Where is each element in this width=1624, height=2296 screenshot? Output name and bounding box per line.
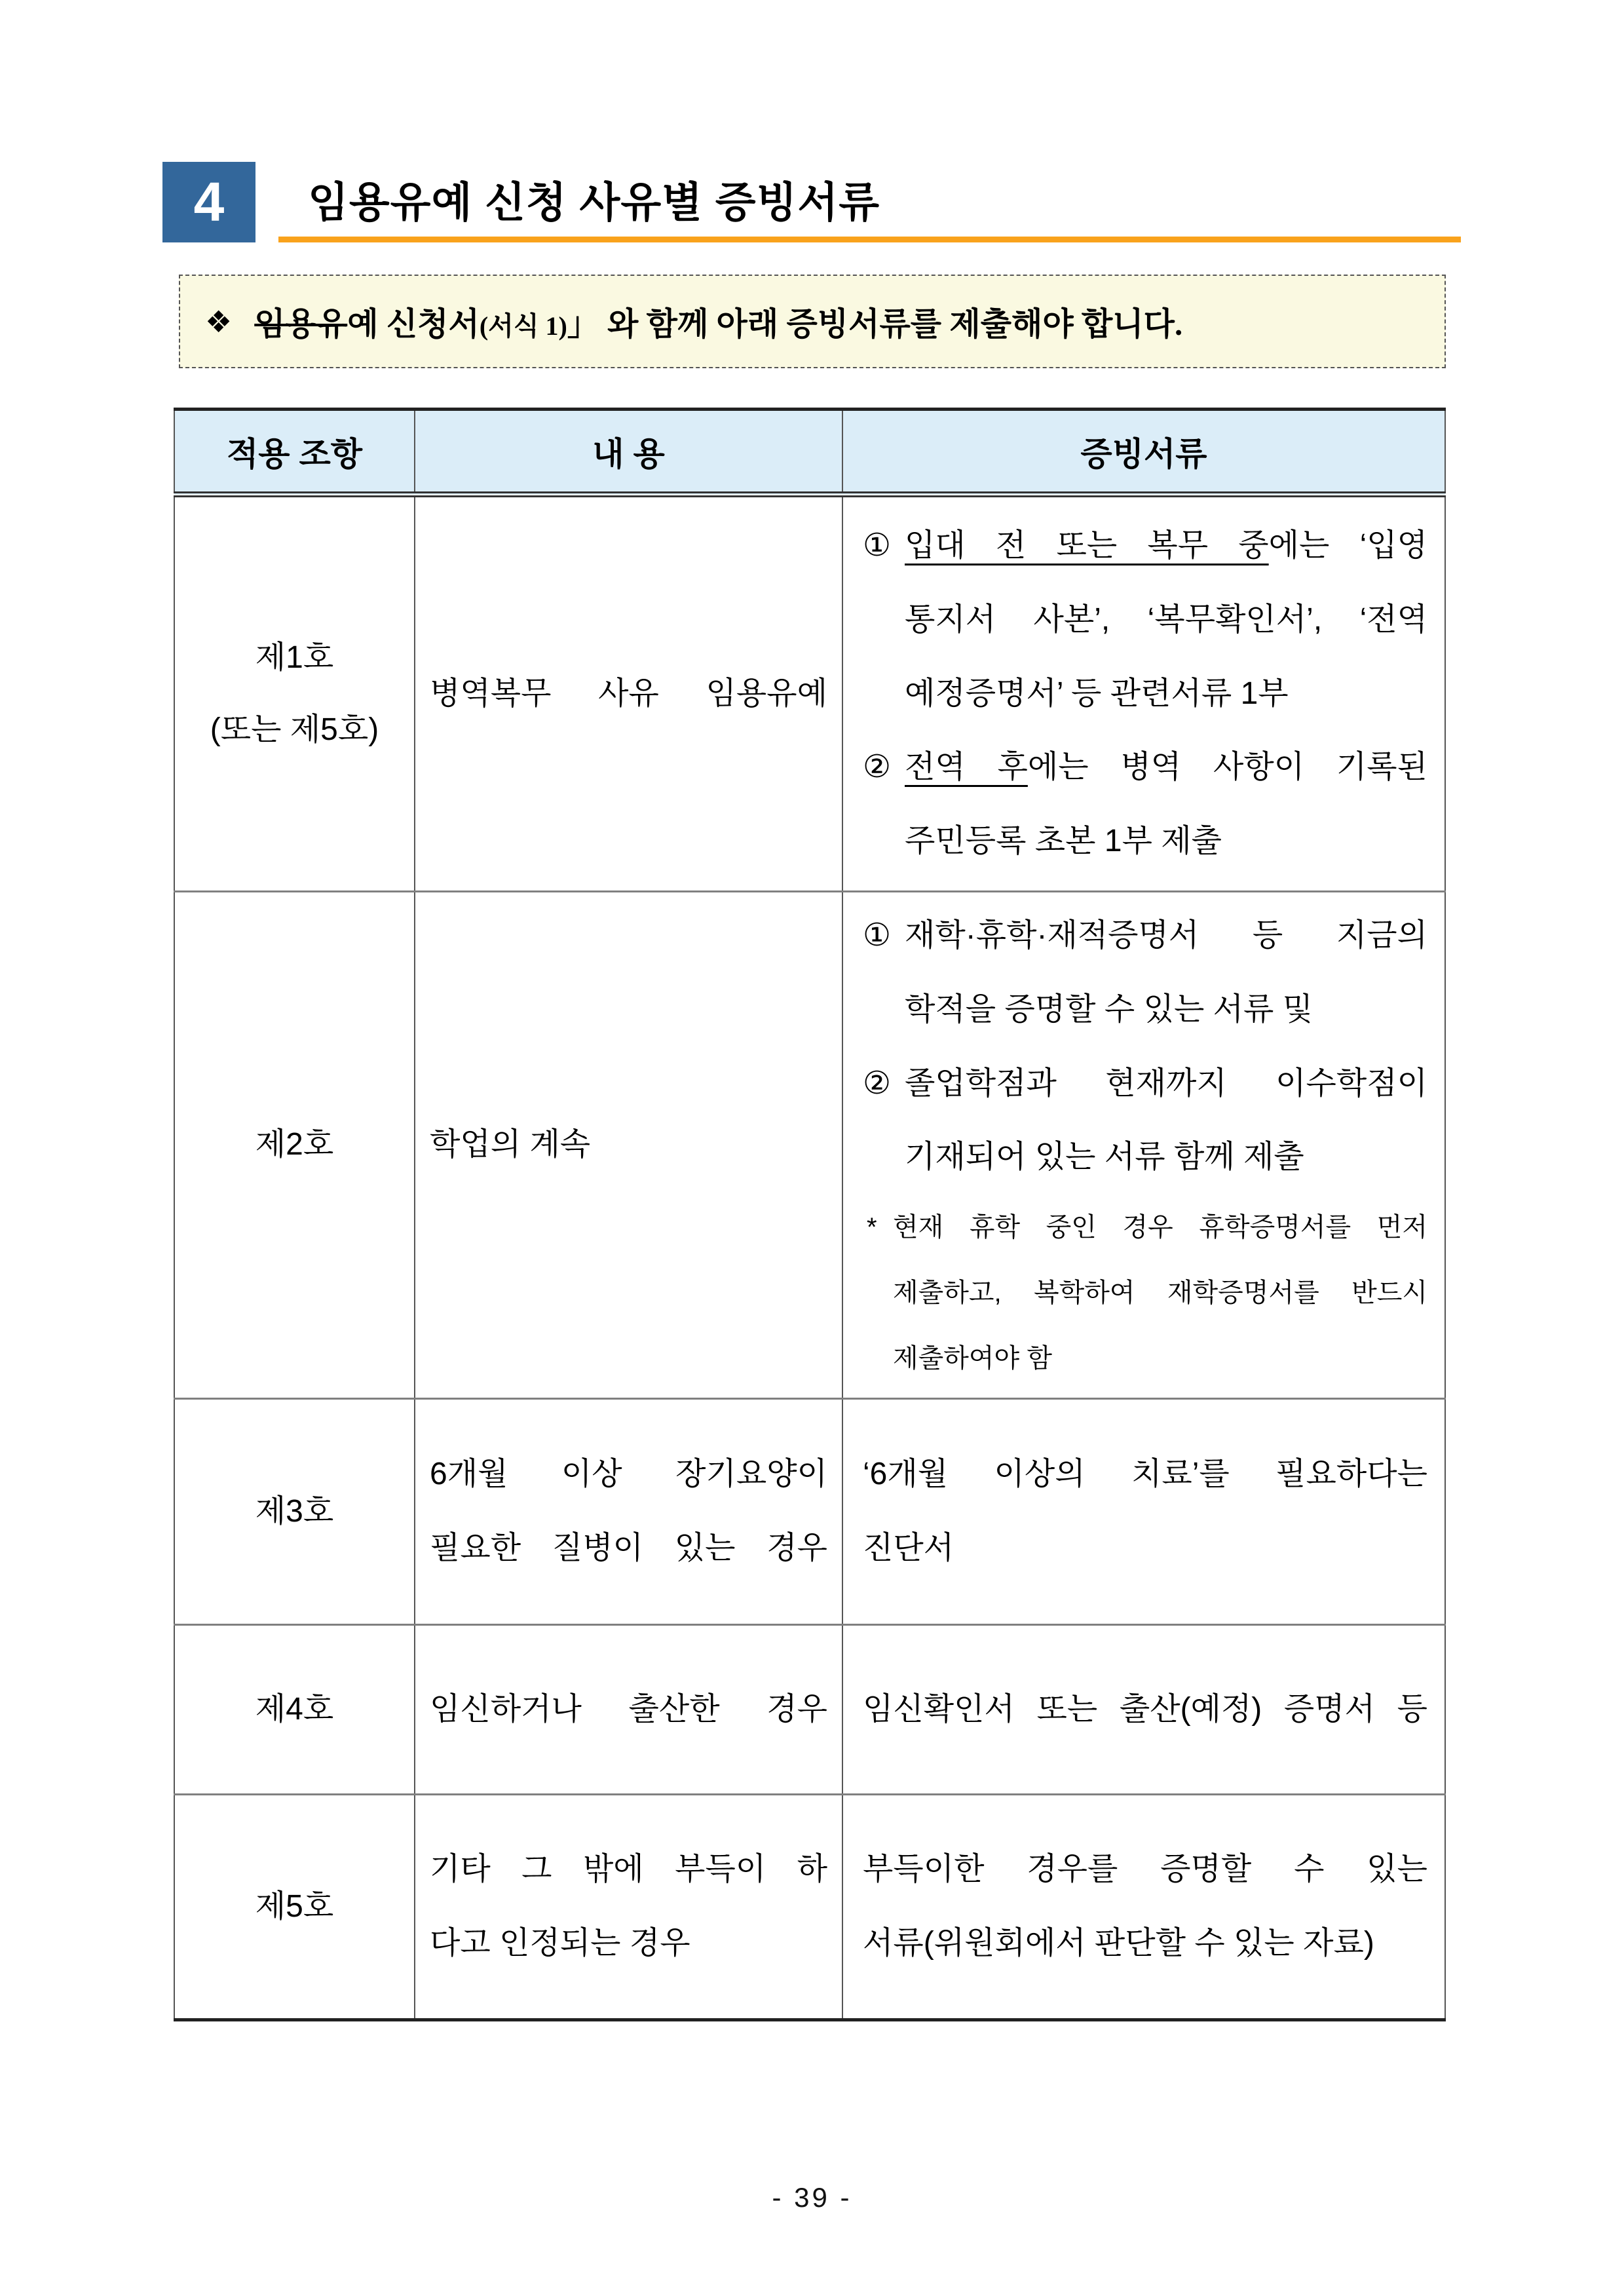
doc-line: 전역 후에는 병역 사항이 기록된	[905, 750, 1427, 785]
clause-cell	[174, 1625, 415, 1795]
documents-cell	[842, 1399, 1445, 1625]
page-title: 임용유예 신청 사유별 증빙서류	[308, 179, 880, 226]
header-cell-content: 내 용	[415, 410, 842, 495]
doc-line: 기재되어 있는 서류 함께 제출	[905, 1139, 1304, 1175]
content-line: 임신하거나 출산한 경우	[430, 1691, 827, 1727]
notice-text	[254, 299, 1182, 345]
documents-cell	[842, 1795, 1445, 2020]
circled-1-marker: ①	[863, 528, 892, 563]
clause-cell	[174, 1795, 415, 2020]
doc-line: 서류(위원회에서 판단할 수 있는 자료)	[863, 1926, 1374, 1961]
table-header-row	[174, 410, 1445, 495]
content-line: 학업의 계속	[430, 1127, 591, 1162]
doc-line: 주민등록 초본 1부 제출	[905, 824, 1222, 859]
doc-line: 진단서	[863, 1531, 954, 1565]
header-cell-documents: 증빙서류	[842, 410, 1445, 495]
clause-cell	[174, 495, 415, 892]
clause-cell	[174, 1399, 415, 1625]
content-line: 병역복무 사유 임용유예	[430, 676, 827, 711]
doc-line: ‘6개월 이상의 치료’를 필요하다는	[863, 1457, 1427, 1492]
note-line: 제출하여야 함	[893, 1344, 1052, 1373]
section-title-rule	[278, 162, 1461, 242]
clause-line: 제4호	[255, 1691, 334, 1727]
table-row	[174, 495, 1445, 892]
asterisk-marker: *	[867, 1213, 877, 1242]
clause-line: 제2호	[255, 1127, 334, 1162]
notice-tail-text: 」 와 함께 아래 증빙서류를 제출해야 합니다.	[567, 305, 1183, 342]
doc-item	[863, 1047, 1427, 1195]
header-cell-clause: 적용 조항	[174, 410, 415, 495]
content-cell	[415, 892, 842, 1399]
notice-struck-text: 임용유	[254, 305, 348, 342]
content-line: 필요한 질병이 있는 경우	[430, 1531, 827, 1565]
note-line: 현재 휴학 중인 경우 휴학증명서를 먼저	[893, 1213, 1427, 1242]
doc-line: 예정증명서’ 등 관련서류 1부	[905, 676, 1289, 711]
notice-box	[179, 275, 1446, 368]
doc-item	[863, 509, 1427, 731]
notice-rest-text: 예 신청서	[347, 305, 480, 342]
clause-cell	[174, 892, 415, 1399]
clause-line: (또는 제5호)	[210, 712, 379, 747]
page-number: - 39 -	[772, 2182, 852, 2213]
circled-2-marker: ②	[863, 1065, 892, 1101]
documents-cell	[842, 892, 1445, 1399]
circled-2-marker: ②	[863, 750, 892, 785]
table-row	[174, 1625, 1445, 1795]
content-cell	[415, 495, 842, 892]
notice-form-ref: (서식 1)	[479, 311, 567, 341]
clause-line: 제3호	[255, 1493, 334, 1529]
table-row	[174, 892, 1445, 1399]
content-cell	[415, 1795, 842, 2020]
doc-line: 졸업학점과 현재까지 이수학점이	[905, 1065, 1427, 1101]
section-number-badge: 4	[162, 162, 255, 242]
content-cell	[415, 1625, 842, 1795]
content-line: 6개월 이상 장기요양이	[430, 1457, 827, 1492]
doc-line: 학적을 증명할 수 있는 서류 및	[905, 991, 1313, 1027]
doc-line: 입대 전 또는 복무 중에는 ‘입영	[905, 528, 1427, 563]
clause-line: 제5호	[255, 1888, 334, 1924]
clause-line: 제1호	[255, 640, 334, 675]
content-line: 다고 인정되는 경우	[430, 1926, 690, 1961]
note-line: 제출하고, 복학하여 재학증명서를 반드시	[893, 1278, 1427, 1308]
table-row	[174, 1399, 1445, 1625]
circled-1-marker: ①	[863, 917, 892, 953]
content-line: 기타 그 밖에 부득이 하	[430, 1852, 827, 1887]
doc-item	[863, 899, 1427, 1047]
doc-line: 부득이한 경우를 증명할 수 있는	[863, 1852, 1427, 1887]
doc-footnote	[863, 1195, 1427, 1391]
documents-cell	[842, 495, 1445, 892]
diamond-bullet-icon: ❖	[205, 303, 233, 339]
doc-line: 통지서 사본’, ‘복무확인서’, ‘전역	[905, 602, 1427, 637]
documents-cell	[842, 1625, 1445, 1795]
doc-line: 재학·휴학·재적증명서 등 지금의	[905, 917, 1427, 953]
evidence-documents-table	[174, 408, 1446, 2021]
table-row	[174, 1795, 1445, 2020]
doc-line: 임신확인서 또는 출산(예정) 증명서 등	[863, 1691, 1427, 1727]
content-cell	[415, 1399, 842, 1625]
doc-item	[863, 731, 1427, 879]
